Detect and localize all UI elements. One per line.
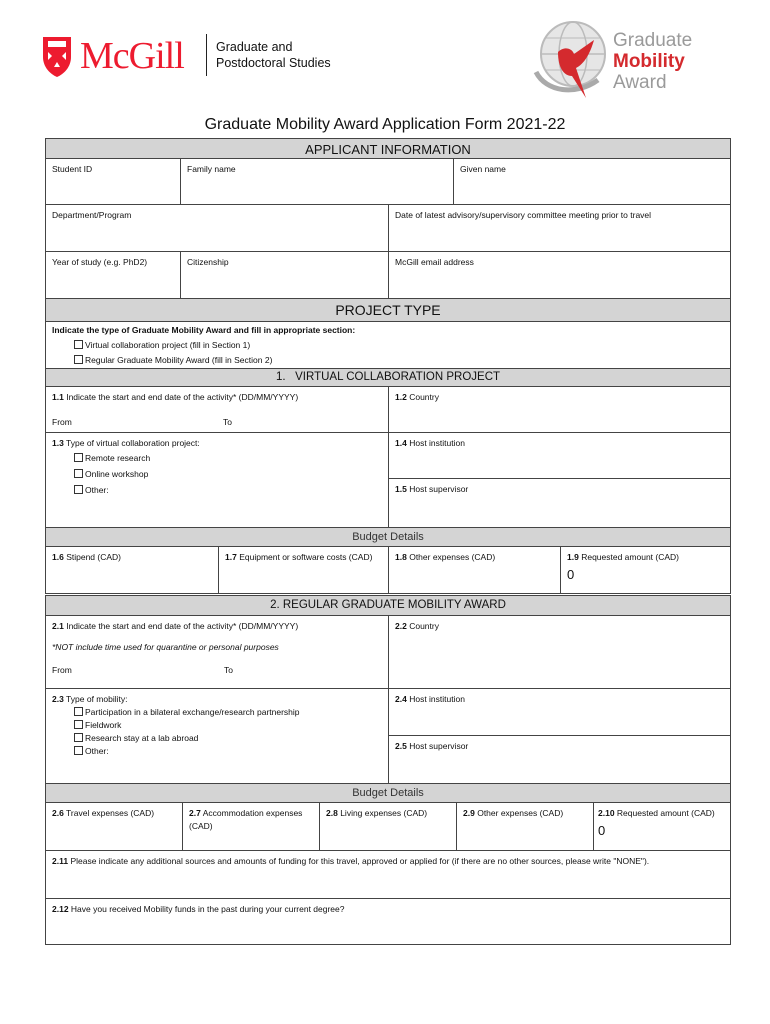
option-virtual[interactable] <box>52 338 724 353</box>
option-other[interactable] <box>52 745 382 758</box>
q-num: 1.9 <box>567 552 579 562</box>
q2-2-country-field[interactable] <box>388 615 731 689</box>
citizenship-field[interactable] <box>180 251 389 299</box>
q2-6-travel-field[interactable] <box>45 802 183 851</box>
q2-1-dates-field[interactable] <box>45 615 389 689</box>
checkbox[interactable] <box>74 355 83 364</box>
logo-divider <box>206 34 207 76</box>
q-label: Equipment or software costs (CAD) <box>239 552 373 562</box>
dept-line1: Graduate and <box>216 40 293 54</box>
department-field[interactable] <box>45 204 389 252</box>
to-label: To <box>223 417 232 427</box>
q-num: 2.6 <box>52 808 64 818</box>
option-bilateral-exchange[interactable] <box>52 706 382 719</box>
q-label: Indicate the start and end date of the activity* (DD/MM/YYYY) <box>66 621 299 631</box>
option-label: Online workshop <box>85 469 149 479</box>
mcgill-crest-icon <box>42 36 72 78</box>
dept-line2: Postdoctoral Studies <box>216 56 331 70</box>
q-label: Host supervisor <box>409 484 469 494</box>
checkbox[interactable] <box>74 485 83 494</box>
q-label: Type of mobility: <box>66 694 128 704</box>
option-regular[interactable] <box>52 353 724 368</box>
from-label: From <box>52 417 72 427</box>
q-num: 2.2 <box>395 621 407 631</box>
year-of-study-field[interactable] <box>45 251 181 299</box>
q-label: Host institution <box>409 694 465 704</box>
meeting-date-field[interactable] <box>388 204 731 252</box>
q2-10-requested-amount-field[interactable] <box>593 802 731 851</box>
gma-logo-mobility: Mobility <box>613 51 685 72</box>
student-id-field[interactable] <box>45 158 181 205</box>
option-label: Remote research <box>85 453 151 463</box>
q-num: 2.1 <box>52 621 64 631</box>
checkbox[interactable] <box>74 707 83 716</box>
q2-12-past-funds-field[interactable] <box>45 898 731 945</box>
q1-7-equipment-field[interactable] <box>218 546 389 594</box>
q-num: 2.4 <box>395 694 407 704</box>
q2-4-host-institution-field[interactable] <box>388 688 731 736</box>
option-label: Fieldwork <box>85 720 122 730</box>
option-research-stay[interactable] <box>52 732 382 745</box>
gma-logo <box>528 14 728 109</box>
q-num: 1.4 <box>395 438 407 448</box>
option-fieldwork[interactable] <box>52 719 382 732</box>
q-label: Type of virtual collaboration project: <box>66 438 200 448</box>
q-note: *NOT include time used for quarantine or personal purposes <box>52 642 279 652</box>
q-label: Requested amount (CAD) <box>616 808 715 818</box>
q-num: 1.6 <box>52 552 64 562</box>
q-num: 2.7 <box>189 808 201 818</box>
q-num: 2.10 <box>598 808 615 818</box>
gma-logo-award: Award <box>613 72 667 93</box>
citizenship-label: Citizenship <box>187 257 229 267</box>
q-num: 2.8 <box>326 808 338 818</box>
checkbox[interactable] <box>74 733 83 742</box>
checkbox[interactable] <box>74 340 83 349</box>
applicant-info-heading: APPLICANT INFORMATION <box>45 138 731 159</box>
gma-logo-graduate: Graduate <box>613 30 693 51</box>
q2-5-host-supervisor-field[interactable] <box>388 735 731 784</box>
q1-5-host-supervisor-field[interactable] <box>388 478 731 528</box>
q-label: Have you received Mobility funds in the past during your current degree? <box>70 904 345 914</box>
given-name-field[interactable] <box>453 158 731 205</box>
option-label: Other: <box>85 746 109 756</box>
option-label: Regular Graduate Mobility Award (fill in Section 2) <box>85 355 273 365</box>
option-other[interactable] <box>52 482 382 498</box>
q2-9-other-expenses-field[interactable] <box>456 802 594 851</box>
q-num: 1.5 <box>395 484 407 494</box>
given-name-label: Given name <box>460 164 506 174</box>
q-label: Living expenses (CAD) <box>340 808 428 818</box>
option-online-workshop[interactable] <box>52 466 382 482</box>
student-id-label: Student ID <box>52 164 93 174</box>
q-label: Host institution <box>409 438 465 448</box>
q-num: 1.2 <box>395 392 407 402</box>
department-label: Department/Program <box>52 210 132 220</box>
q-label: Travel expenses (CAD) <box>66 808 155 818</box>
q-num: 2.11 <box>52 856 69 866</box>
to-label: To <box>224 665 233 675</box>
checkbox[interactable] <box>74 720 83 729</box>
q-num: 2.12 <box>52 904 69 914</box>
meeting-date-label: Date of latest advisory/supervisory committee meeting prior to travel <box>395 210 652 220</box>
form-title: Graduate Mobility Award Application Form 2021-22 <box>204 116 566 133</box>
q-num: 2.9 <box>463 808 475 818</box>
q-label: Other expenses (CAD) <box>409 552 496 562</box>
q2-11-funding-sources-field[interactable] <box>45 850 731 899</box>
q-label: Stipend (CAD) <box>66 552 122 562</box>
checkbox[interactable] <box>74 453 83 462</box>
mcgill-logo <box>42 34 352 84</box>
from-label: From <box>52 665 72 675</box>
mcgill-wordmark: McGill <box>80 35 184 77</box>
checkbox[interactable] <box>74 746 83 755</box>
section2-budget-heading: Budget Details <box>45 783 731 803</box>
q-label: Accommodation expenses (CAD) <box>189 808 303 831</box>
q-num: 2.5 <box>395 741 407 751</box>
project-type-instruction: Indicate the type of Graduate Mobility Award and fill in appropriate section: <box>52 325 356 335</box>
option-remote-research[interactable] <box>52 450 382 466</box>
q-num: 1.1 <box>52 392 64 402</box>
project-type-section <box>45 321 731 369</box>
q-num: 1.8 <box>395 552 407 562</box>
q-label: Please indicate any additional sources and amounts of funding for this travel, approved or applied for (if there are no other sources, please write "NONE"). <box>70 856 650 866</box>
option-label: Virtual collaboration project (fill in Section 1) <box>85 340 251 350</box>
option-label: Other: <box>85 485 109 495</box>
q-num: 1.7 <box>225 552 237 562</box>
q1-4-host-institution-field[interactable] <box>388 432 731 479</box>
q1-9-requested-amount-field[interactable] <box>560 546 731 594</box>
q-label: Country <box>409 392 439 402</box>
email-field[interactable] <box>388 251 731 299</box>
q-num: 2.3 <box>52 694 64 704</box>
requested-amount-value: 0 <box>598 823 606 838</box>
q-label: Country <box>409 621 439 631</box>
family-name-field[interactable] <box>180 158 454 205</box>
section1-budget-heading: Budget Details <box>45 527 731 547</box>
email-label: McGill email address <box>395 257 474 267</box>
q2-3-type-field <box>45 688 389 784</box>
q-label: Host supervisor <box>409 741 469 751</box>
q2-8-living-field[interactable] <box>319 802 457 851</box>
q1-2-country-field[interactable] <box>388 386 731 433</box>
q2-7-accommodation-field[interactable] <box>182 802 320 851</box>
year-of-study-label: Year of study (e.g. PhD2) <box>52 257 148 267</box>
option-label: Participation in a bilateral exchange/research partnership <box>85 707 300 717</box>
q-label: Requested amount (CAD) <box>581 552 679 562</box>
globe-bird-icon <box>528 14 618 109</box>
q1-1-dates-field[interactable] <box>45 386 389 433</box>
requested-amount-value: 0 <box>567 567 575 582</box>
option-label: Research stay at a lab abroad <box>85 733 199 743</box>
q-label: Other expenses (CAD) <box>477 808 564 818</box>
project-type-heading: PROJECT TYPE <box>45 298 731 322</box>
section1-heading: 1. VIRTUAL COLLABORATION PROJECT <box>45 368 731 387</box>
q1-3-type-field <box>45 432 389 528</box>
section2-heading: 2. REGULAR GRADUATE MOBILITY AWARD <box>45 595 731 616</box>
q-label: Indicate the start and end date of the activity* (DD/MM/YYYY) <box>66 392 299 402</box>
family-name-label: Family name <box>187 164 236 174</box>
checkbox[interactable] <box>74 469 83 478</box>
q1-6-stipend-field[interactable] <box>45 546 219 594</box>
q1-8-other-expenses-field[interactable] <box>388 546 561 594</box>
q-num: 1.3 <box>52 438 64 448</box>
